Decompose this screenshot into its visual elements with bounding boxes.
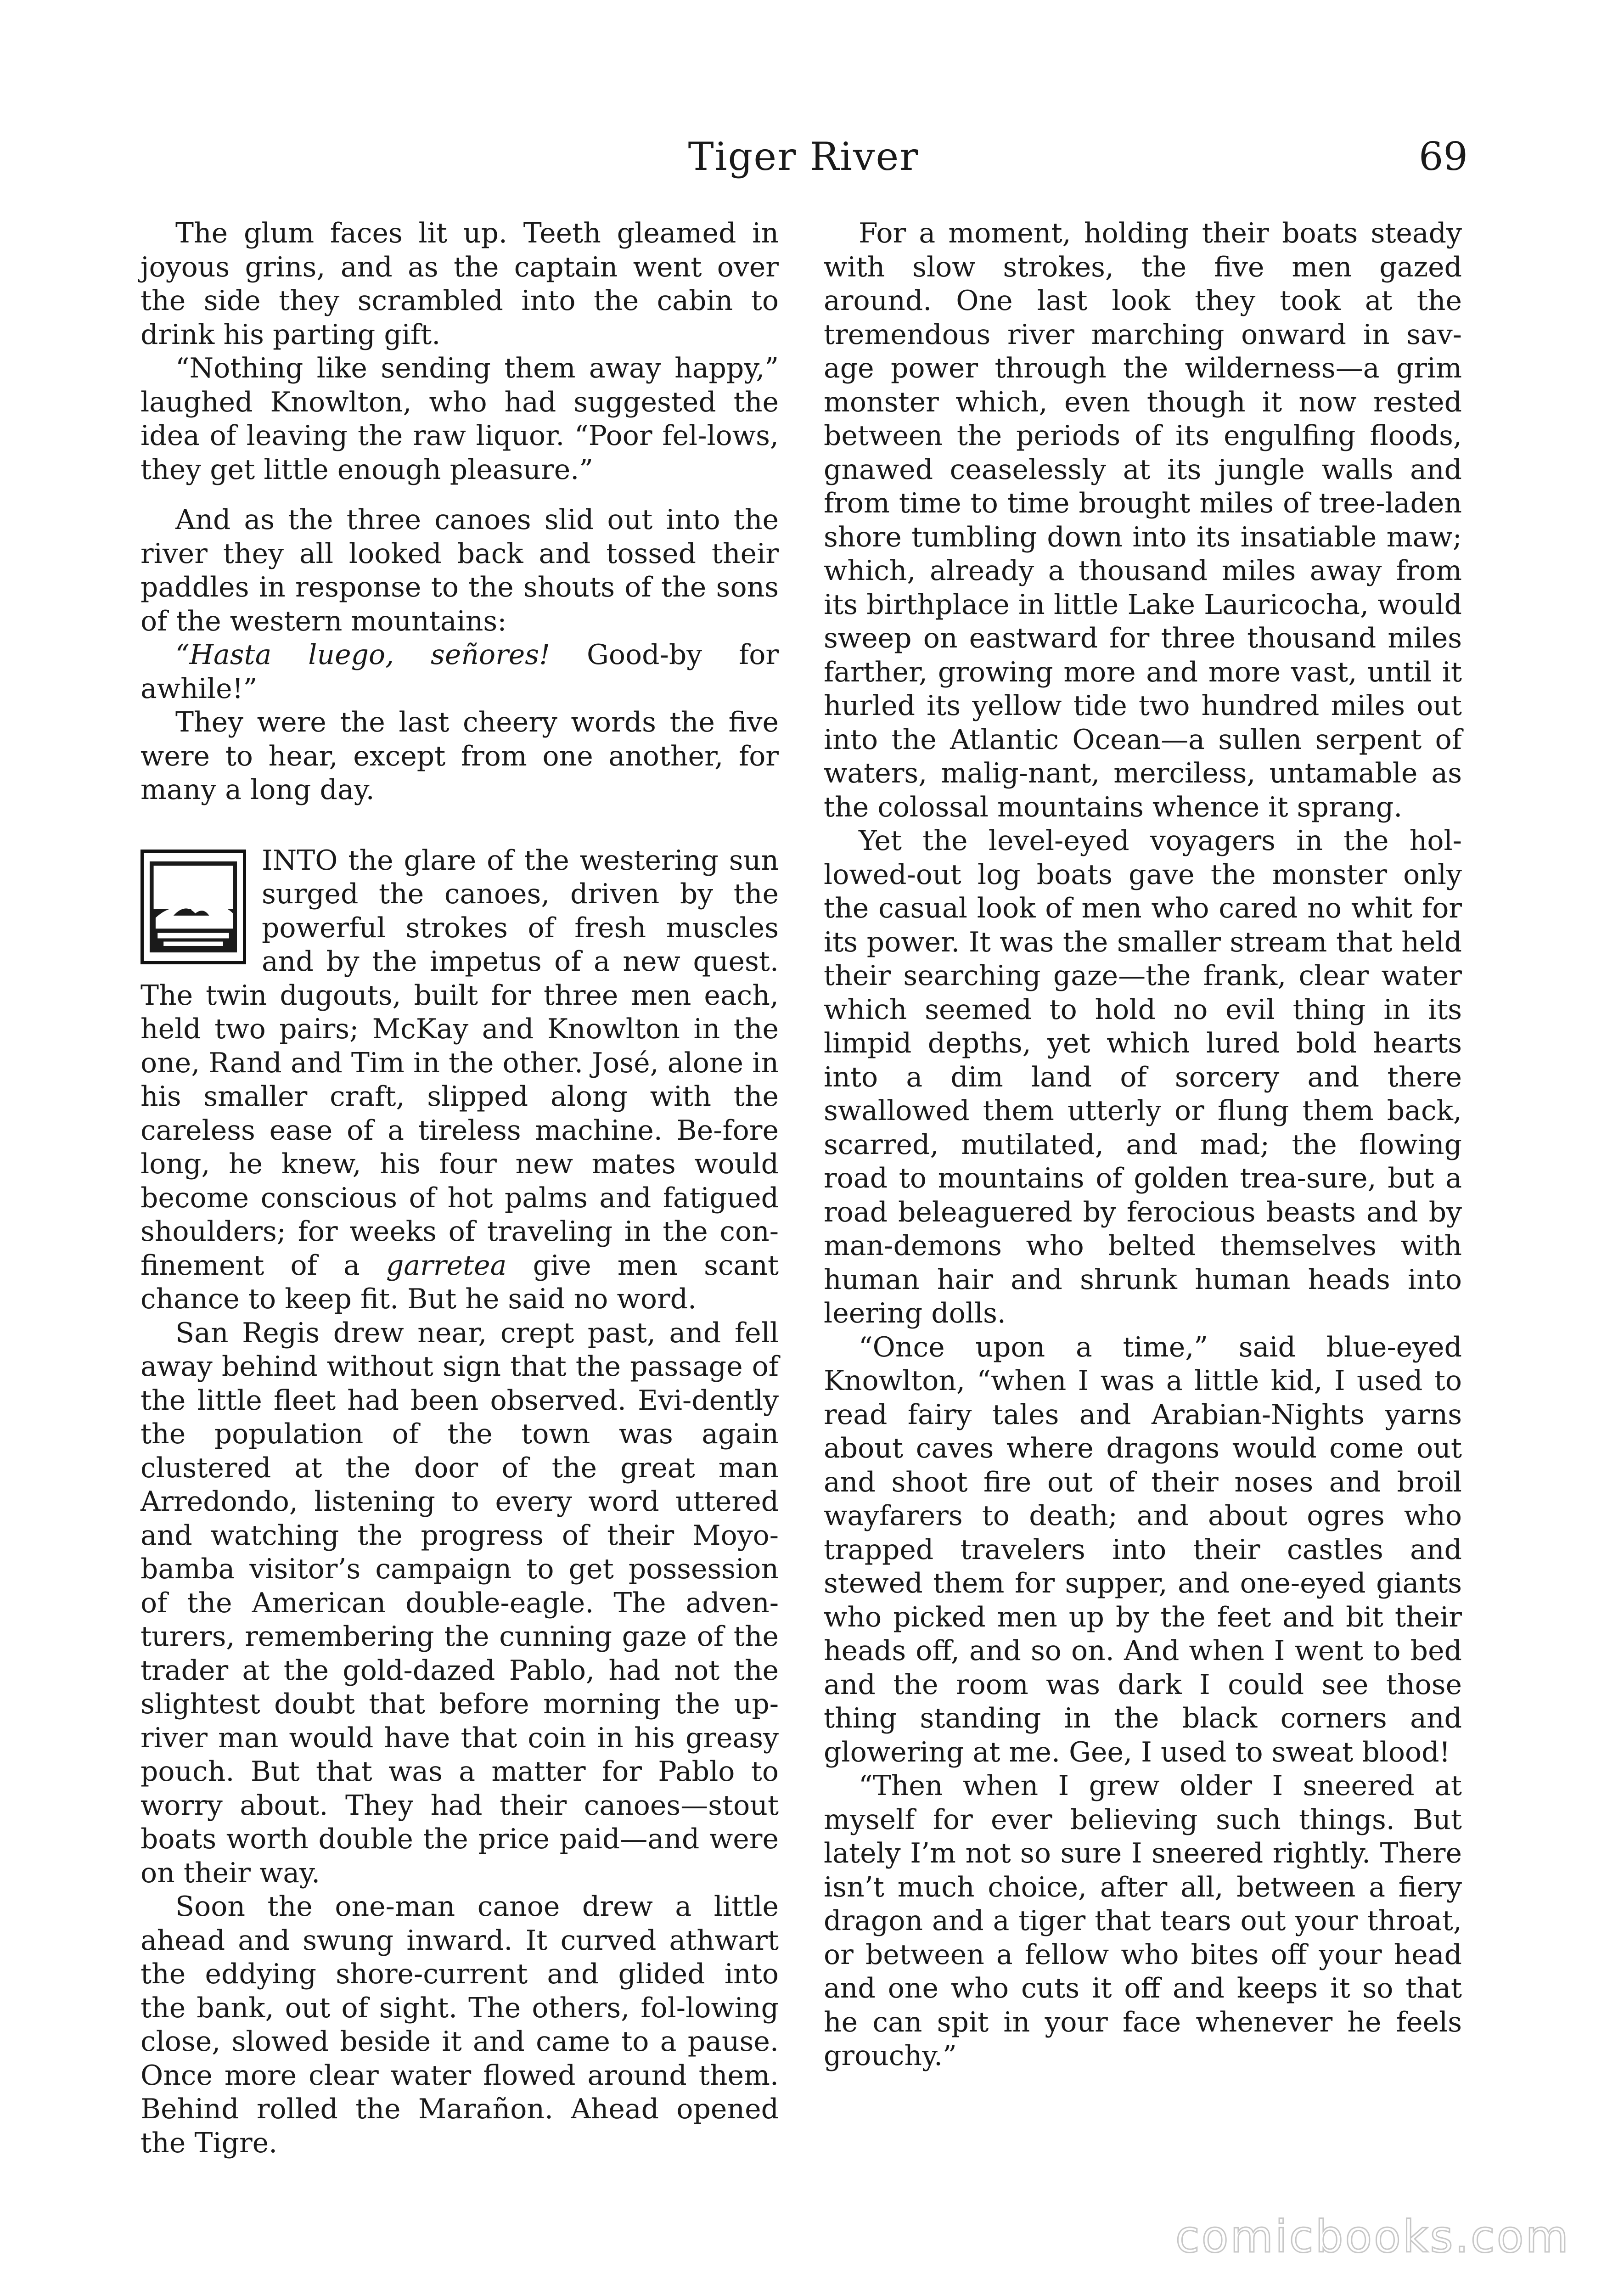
paragraph: The glum faces lit up. Teeth gleamed in joyous grins, and as the captain went over the side they scrambled into the cabin to drink his parting gift. bbox=[140, 217, 779, 351]
page-number: 69 bbox=[1419, 134, 1468, 179]
paragraph: They were the last cheery words the five were to hear, except from one another, for many a long day. bbox=[140, 706, 779, 806]
paragraph: Yet the level-eyed voyagers in the hol-lowed-out log boats gave the monster only the casual look of men who cared no whit for its power. It was the smaller stream that held their searching gaze—the frank, clear water which seemed to hold no evil thing in its limpid depths, yet which lured bold hearts into a dim land of sorcery and there swallowed them utterly or flung them back, scarred, mutilated, and mad; the flowing road to mountains of golden trea-sure, but a road beleaguered by ferocious beasts and by man-demons who belted themselves with human hair and shrunk human heads into leering dolls. bbox=[824, 825, 1462, 1329]
paragraph: “Nothing like sending them away happy,” laughed Knowlton, who had suggested the idea of leaving the raw liquor. “Poor fel-lows, they get little enough pleasure.” bbox=[140, 352, 779, 486]
running-head-title: Tiger River bbox=[688, 134, 919, 179]
left-column bbox=[140, 217, 779, 2160]
paragraph bbox=[140, 638, 779, 706]
paragraph: And as the three canoes slid out into the river they all looked back and tossed their paddles in response to the shouts of the sons of the western mountains: bbox=[140, 504, 779, 637]
paragraph: “Then when I grew older I sneered at myself for ever believing such things. But lately I’m not so sure I sneered rightly. There isn’t much choice, after all, between a fiery dragon and a tiger that tears out your throat, or between a fellow who bites off your head and one who cuts it off and keeps it so that he can spit in your face whenever he feels grouchy.” bbox=[824, 1770, 1462, 2072]
paragraph: San Regis drew near, crept past, and fell away behind without sign that the passage of the little fleet had been observed. Evi-dently the population of the town was again clustered at the door of the great man Arredondo, listening to every word uttered and watching the progress of their Moyo-bamba visitor’s campaign to get possession of the American double-eagle. The adven-turers, remembering the cunning gaze of the trader at the gold-dazed Pablo, had not the slightest doubt that before morning the up-river man would have that coin in his greasy pouch. But that was a matter for Pablo to worry about. They had their canoes—stout boats worth double the price paid—and were on their way. bbox=[140, 1317, 779, 1889]
italic-word: garretea bbox=[386, 1249, 507, 1282]
spanish-phrase: “Hasta luego, señores! bbox=[175, 639, 551, 671]
paragraph-text: INTO the glare of the westering sun surged the canoes, driven by the powerful strokes of fresh muscles and by the impetus of a new quest. The twin dugouts, built for three men each, held two pairs; McKay and Knowlton in the one, Rand and Tim in the other. José, alone in his smaller craft, slipped along with the careless ease of a tireless machine. Be-fore long, he knew, his four new mates would become conscious of hot palms and fatigued shoulders; for weeks of traveling in the con-finement of a bbox=[140, 844, 779, 1282]
paragraph-text: Good-by for awhile!” bbox=[140, 639, 779, 705]
right-column bbox=[824, 217, 1462, 2073]
paragraph-text: give men scant chance to keep fit. But he said no word. bbox=[140, 1249, 779, 1315]
paragraph: “Once upon a time,” said blue-eyed Knowlton, “when I was a little kid, I used to read fairy tales and Arabian-Nights yarns about caves where dragons would come out and shoot fire out of their noses and broil wayfarers to death; and about ogres who trapped travelers into their castles and stewed them for supper, and one-eyed giants who picked men up by the feet and bit their heads off, and so on. And when I went to bed and the room was dark I could see those thing standing in the black corners and glowering at me. Gee, I used to sweat blood! bbox=[824, 1331, 1462, 1768]
paragraph: Soon the one-man canoe drew a little ahead and swung inward. It curved athwart the eddying shore-current and glided into the bank, out of sight. The others, fol-lowing close, slowed beside it and came to a pause. Once more clear water flowed around them. Behind rolled the Marañon. Ahead opened the Tigre. bbox=[140, 1891, 779, 2159]
decorative-vignette-icon bbox=[140, 850, 246, 964]
paragraph-section-start bbox=[140, 844, 779, 1317]
paragraph: For a moment, holding their boats steady with slow strokes, the five men gazed around. One last look they took at the tremendous river marching onward in sav-age power through the wilderness—a grim monster which, even though it now rested between the periods of its engulfing floods, gnawed ceaselessly at its jungle walls and from time to time brought miles of tree-laden shore tumbling down into its insatiable maw; which, already a thousand miles away from its birthplace in little Lake Lauricocha, would sweep on eastward for three thousand miles farther, growing more and more vast, until it hurled its yellow tide two hundred miles out into the Atlantic Ocean—a sullen serpent of waters, malig-nant, merciless, untamable as the colossal mountains whence it sprang. bbox=[824, 217, 1462, 823]
site-watermark: comicbooks.com bbox=[1175, 2211, 1571, 2262]
